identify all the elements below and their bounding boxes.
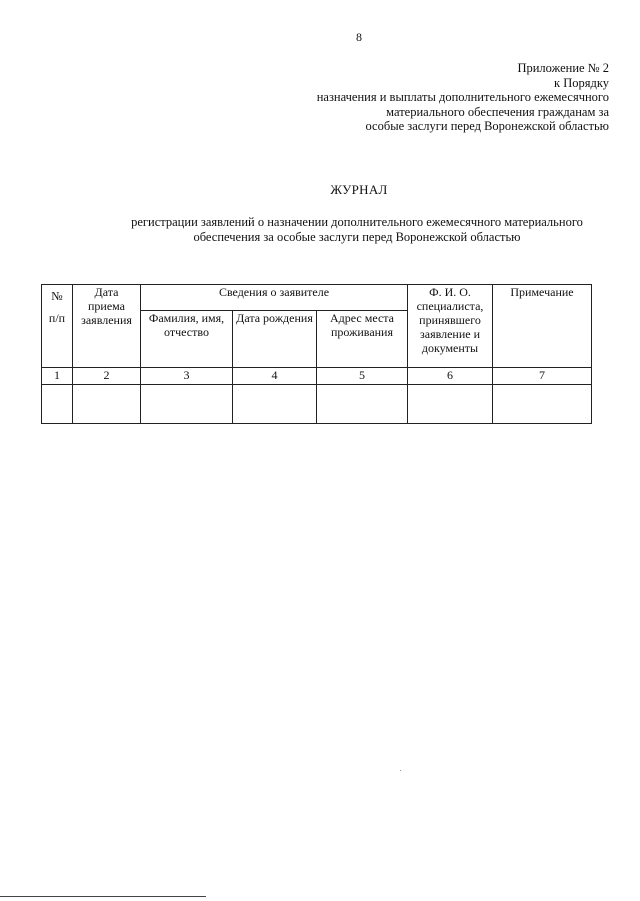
header-address: Адрес места проживания [317,310,408,367]
journal-subtitle: регистрации заявлений о назначении дополнительного ежемесячного материального обеспечения за особые заслуги перед Воронежской областью [131,215,583,244]
journal-title: ЖУРНАЛ [330,182,388,197]
appendix-line: к Порядку [554,75,609,90]
column-number: 4 [233,368,317,385]
header-number-sign: № [51,289,63,303]
column-number: 5 [317,368,408,385]
header-applicant-info: Сведения о заявителе [141,285,408,311]
header-number-pp: п/п [48,311,66,325]
table-cell [73,385,141,424]
appendix-line: назначения и выплаты дополнительного ежемесячного [316,90,609,104]
table-cell [42,385,73,424]
header-birth-date: Дата рождения [233,310,317,367]
header-full-name: Фамилия, имя, отчество [141,310,233,367]
header-specialist: Ф. И. О. специалиста, принявшего заявление и документы [408,285,493,368]
column-number: 2 [73,368,141,385]
table-cell [317,385,408,424]
column-number: 1 [42,368,73,385]
column-number: 7 [493,368,592,385]
table-cell [141,385,233,424]
table-cell [493,385,592,424]
page-number: 8 [356,30,362,44]
appendix-line: особые заслуги перед Воронежской областью [365,119,609,133]
table-cell [233,385,317,424]
appendix-line: материального обеспечения гражданам за [386,104,609,119]
journal-table [41,284,592,424]
appendix-block [279,61,609,134]
header-date-received: Дата приема заявления [73,285,141,368]
scan-speck [400,770,401,771]
header-note: Примечание [493,285,592,368]
table-row [42,385,592,424]
footnote-divider [0,896,206,897]
column-number: 3 [141,368,233,385]
column-number-row [42,368,592,385]
appendix-line: Приложение № 2 [517,61,609,75]
column-number: 6 [408,368,493,385]
header-number [42,285,73,368]
table-cell [408,385,493,424]
